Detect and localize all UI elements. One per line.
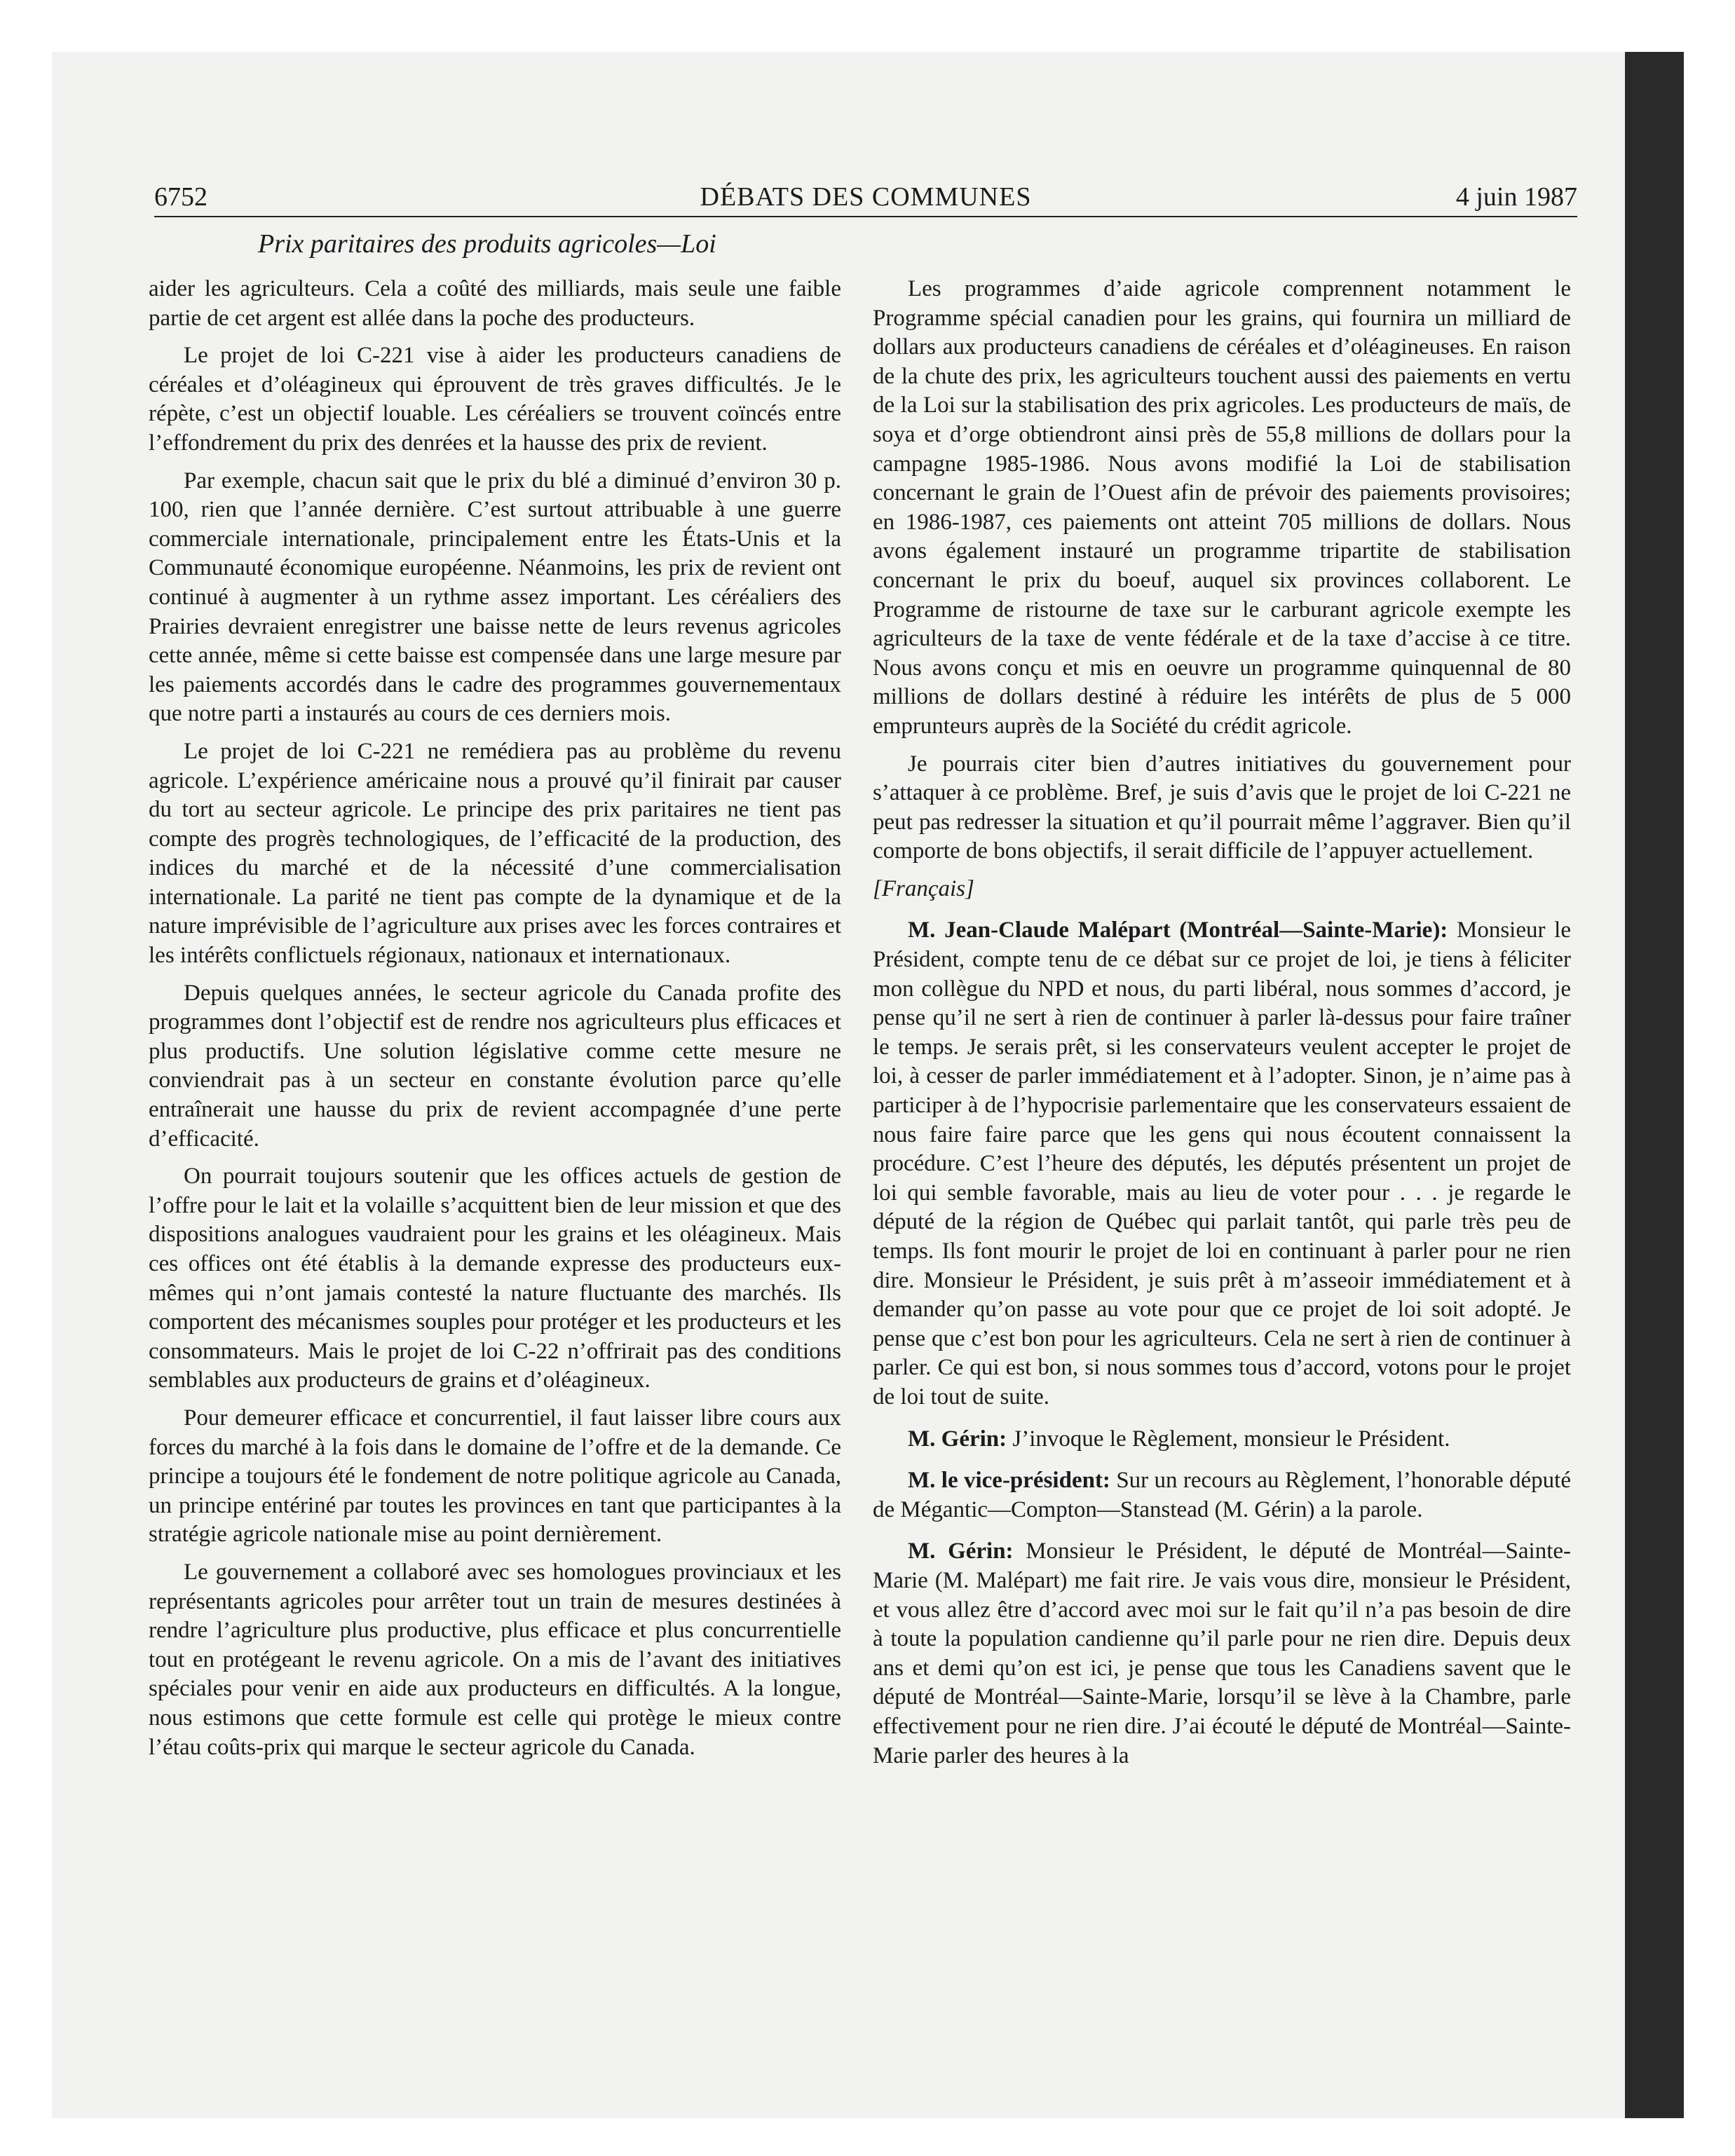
speech-gerin-point-of-order [873,1425,1571,1454]
paragraph: On pourrait toujours soutenir que les offices actuels de gestion de l’offre pour le lait et la volaille s’acquittent bien de leur mission et que des dispositions analogues vaudraient pour les grains et les oléagineux. Mais ces offices ont été établis à la demande expresse des producteurs eux-mêmes qui n’ont jamais contesté la nature fluctuante des marchés. Ils comportent des mécanismes souples pour protéger et les producteurs et les consommateurs. Mais le projet de loi C-22 n’offrirait pas des conditions semblables aux producteurs de grains et d’oléagineux. [149,1164,841,1393]
page-header [154,181,1577,217]
speech-text: Monsieur le Président, compte tenu de ce débat sur ce projet de loi, je tiens à féliciter mon collègue du NPD et nous, du parti libéral, nous sommes d’accord, je pense qu’il ne sert à rien de continuer à parler là-dessus pour faire traîner le temps. Je serais prêt, si les conservateurs veulent accepter le projet de loi, à cesser de parler immédiatement et à l’adopter. Sinon, je n’aime pas à participer à de l’hypocrisie parlementaire que les conservateurs essaient de nous faire faire parce que les gens qui nous écoutent connaissent la procédure. C’est l’heure des députés, les députés présentent un projet de loi qui semble favorable, mais au lieu de voter pour . . . je regarde le député de la région de Québec qui parlait tantôt, qui parle très peu de temps. Ils font mourir le projet de loi en continuant à parler pour ne rien dire. Monsieur le Président, je suis prêt à m’asseoir immédiatement et à demander qu’on passe au vote pour que ce projet de loi soit adopté. Je pense que c’est bon pour les agriculteurs. Cela ne sert à rien de continuer à parler. Ce qui est bon, si nous sommes tous d’accord, votons pour le projet de loi tout de suite. [873,917,1571,1410]
paragraph: Les programmes d’aide agricole comprennent notamment le Programme spécial canadien pour les grains, qui fournira un milliard de dollars aux producteurs canadiens de céréales et d’oléagineuses. En raison de la chute des prix, les agriculteurs touchent aussi des paiements en vertu de la Loi sur la stabilisation des prix agricoles. Les producteurs de maïs, de soya et d’orge obtiendront ainsi près de 55,8 millions de dollars pour la campagne 1985-1986. Nous avons modifié la Loi de stabilisation concernant le grain de l’Ouest afin de prévoir des paiements provisoires; en 1986-1987, ces paiements ont atteint 705 millions de dollars. Nous avons également instauré un programme tripartite de stabilisation concernant le prix du boeuf, auquel six provinces collaborent. Le Programme de ristourne de taxe sur le carburant agricole exempte les agriculteurs de la taxe de vente fédérale et de la taxe d’accise à ce titre. Nous avons conçu et mis en oeuvre un programme quinquennal de 80 millions de dollars destiné à réduire les intérêts de plus de 5 000 emprunteurs auprès de la Société du crédit agricole. [873,276,1571,739]
speaker-name: M. Gérin: [908,1426,1007,1452]
paragraph: Pour demeurer efficace et concurrentiel, il faut laisser libre cours aux forces du marché à la fois dans le domaine de l’offre et de la demande. Ce principe a toujours été le fondement de notre politique agricole au Canada, un principe entériné par toutes les provinces en tant que participantes à la stratégie agricole nationale mise au point dernièrement. [149,1405,841,1548]
paragraph: Le projet de loi C-221 vise à aider les producteurs canadiens de céréales et d’oléagineux qui éprouvent de très graves difficultés. Je le répète, c’est un objectif louable. Les céréaliers se trouvent coïncés entre l’effondrement du prix des denrées et la hausse des prix de revient. [149,343,841,456]
speech-gerin [873,1537,1571,1770]
speaker-name: M. Jean-Claude Malépart (Montréal—Sainte-Marie): [908,917,1448,943]
right-column [873,275,1571,1779]
header-date: 4 juin 1987 [1455,182,1577,212]
left-column [149,275,841,1770]
paragraph: Depuis quelques années, le secteur agricole du Canada profite des programmes dont l’objectif est de rendre nos agriculteurs plus efficaces et plus productifs. Une solution législative comme cette mesure ne conviendrait pas à un secteur en constante évolution parce qu’elle entraînerait une hausse du prix de revient accompagnée d’une perte d’efficacité. [149,980,841,1152]
speech-text: Sur un recours au Règlement, l’honorable député de Mégantic—Compton—Stanstead (M. Gérin) a la parole. [873,1468,1571,1522]
speaker-name: M. le vice-président: [908,1468,1110,1494]
page-number: 6752 [154,182,207,212]
paragraph: Par exemple, chacun sait que le prix du blé a diminué d’environ 30 p. 100, rien que l’année dernière. C’est surtout attribuable à une guerre commerciale internationale, principalement entre les États-Unis et la Communauté économique européenne. Néanmoins, les prix de revient ont continué à augmenter à un rythme assez important. Les céréaliers des Prairies devraient enregistrer une baisse nette de leurs revenus agricoles cette année, même si cette baisse est compensée dans une large mesure par les paiements accordés dans le cadre des programmes gouvernementaux que notre parti a instaurés au cours de ces derniers mois. [149,468,841,727]
paragraph: Le gouvernement a collaboré avec ses homologues provinciaux et les représentants agricoles pour arrêter tout un train de mesures destinées à rendre l’agriculture plus productive, plus efficace et plus concurrentielle tout en protégeant le revenu agricole. On a mis de l’avant des initiatives spéciales pour venir en aide aux producteurs en difficultés. A la longue, nous estimons que cette formule est celle qui protège le mieux contre l’étau coûts-prix qui marque le secteur agricole du Canada. [149,1559,841,1760]
speech-vice-president [873,1466,1571,1524]
language-marker: [Français] [873,875,974,901]
running-title: DÉBATS DES COMMUNES [700,182,1032,212]
speaker-name: M. Gérin: [908,1538,1014,1564]
speech-malepart [873,916,1571,1412]
scan-edge-shadow [1625,52,1684,2118]
paragraph: aider les agriculteurs. Cela a coûté des milliards, mais seule une faible partie de cet argent est allée dans la poche des producteurs. [149,276,841,331]
paragraph: Le projet de loi C-221 ne remédiera pas au problème du revenu agricole. L’expérience américaine nous a prouvé qu’il finirait par causer du tort au secteur agricole. Le principe des prix paritaires ne tient pas compte des progrès technologiques, de l’efficacité de la production, des indices du marché et de la nécessité d’une commercialisation internationale. La parité ne tient pas compte de la dynamique et de la nature imprévisible de l’agriculture aux prises avec les forces contraires et les intérêts conflictuels régionaux, nationaux et internationaux. [149,738,841,969]
speech-text: J’invoque le Règlement, monsieur le Président. [1012,1426,1450,1452]
paragraph: Je pourrais citer bien d’autres initiatives du gouvernement pour s’attaquer à ce problème. Bref, je suis d’avis que le projet de loi C-221 ne peut pas redresser la situation et qu’il pourrait même l’aggraver. Bien qu’il comporte de bons objectifs, il serait difficile de l’appuyer actuellement. [873,751,1571,864]
speech-text: Monsieur le Président, le député de Montréal—Sainte-Marie (M. Malépart) me fait rire. Je vais vous dire, monsieur le Président, et vous allez être d’accord avec moi sur le fait qu’il n’a pas besoin de dire à toute la population candienne qu’il parle pour ne rien dire. Depuis deux ans et demi qu’on est ici, je pense que tous les Canadiens savent que le député de Montréal—Sainte-Marie, lorsqu’il se lève à la Chambre, parle effectivement pour ne rien dire. J’ai écouté le député de Montréal—Sainte-Marie parler des heures à la [873,1538,1572,1768]
section-subheader: Prix paritaires des produits agricoles—Loi [258,229,716,259]
